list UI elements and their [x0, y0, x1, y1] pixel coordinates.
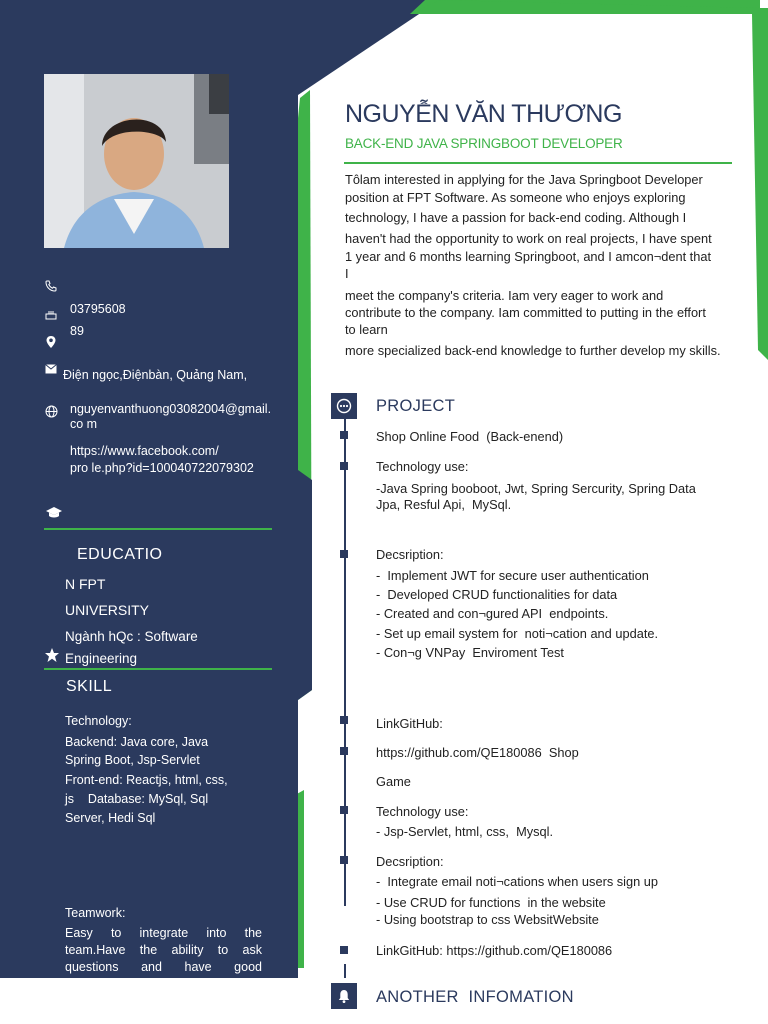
another-info-heading: ANOTHER INFOMATION	[376, 988, 574, 1006]
objective-line-1: Tôlam interested in applying for the Java Springboot Developer	[345, 172, 703, 187]
timeline-bullet	[340, 462, 348, 470]
project1-tech-line2: Jpa, Resful Api, MySql.	[376, 497, 512, 512]
timeline-bullet	[340, 550, 348, 558]
star-icon	[44, 647, 60, 663]
education-line1: N FPT	[65, 576, 106, 592]
timeline-line-bottom	[344, 964, 346, 978]
skill-frontend-line3-clip	[65, 810, 275, 825]
project1-tech-line1: -Java Spring booboot, Jwt, Spring Sercurity, Spring Data	[376, 481, 696, 496]
education-line4-clip	[65, 650, 265, 666]
graduation-cap-icon	[44, 506, 64, 520]
skill-frontend-line3: Server, Hedi Sql	[65, 811, 156, 825]
project-icon	[331, 393, 357, 419]
objective-line-6: I	[345, 266, 349, 281]
project2-desc-3: - Using bootstrap to css WebsitWebsite	[376, 912, 599, 927]
header-divider	[344, 162, 732, 164]
education-divider	[44, 528, 272, 530]
candidate-name: NGUYỄN VĂN THƯƠNG	[345, 100, 622, 128]
teamwork-line3: questions and have good	[65, 960, 262, 974]
objective-line-2: position at FPT Software. As someone who enjoys exploring	[345, 190, 686, 205]
teamwork-text	[65, 925, 262, 974]
skill-backend-line2: Spring Boot, Jsp-Servlet	[65, 753, 200, 767]
project1-desc-5: - Con¬g VNPay Enviroment Test	[376, 645, 564, 660]
project1-desc-label: Decsription:	[376, 547, 444, 562]
skill-frontend-line1: Front-end: Reactjs, html, css,	[65, 773, 228, 787]
timeline-bullet	[340, 856, 348, 864]
timeline-bullet	[340, 747, 348, 755]
candidate-role: BACK-END JAVA SPRINGBOOT DEVELOPER	[345, 136, 623, 151]
objective-line-10: more specialized back-end knowledge to further develop my skills.	[345, 343, 721, 358]
project1-desc-4: - Set up email system for noti¬cation and update.	[376, 626, 659, 641]
mail-icon	[44, 363, 58, 377]
objective-line-7: meet the company's criteria. Iam very eager to work and	[345, 288, 664, 303]
timeline-bullet	[340, 946, 348, 954]
timeline-bullet	[340, 431, 348, 439]
skill-backend-line1: Backend: Java core, Java	[65, 735, 209, 749]
project1-tech-label: Technology use:	[376, 459, 469, 474]
project2-desc-2: - Use CRUD for functions in the website	[376, 895, 606, 910]
project2-tech-label: Technology use:	[376, 804, 469, 819]
education-heading: EDUCATIO	[77, 546, 163, 563]
facebook-line2[interactable]: pro le.php?id=100040722079302	[70, 461, 254, 475]
project-heading: PROJECT	[376, 397, 456, 415]
timeline-bullet	[340, 806, 348, 814]
globe-icon	[44, 405, 58, 419]
skill-tech-label: Technology:	[65, 714, 132, 728]
phone-icon	[44, 280, 58, 294]
address-text: Điện ngọc,Điệnbàn, Quảng Nam,	[63, 368, 248, 382]
objective-line-4: haven't had the opportunity to work on real projects, I have spent	[345, 231, 712, 246]
project2-github-url[interactable]: https://github.com/QE180086 Shop	[376, 745, 579, 760]
email-line1[interactable]: nguyenvanthuong03082004@gmail.	[70, 402, 272, 416]
timeline-line	[344, 418, 346, 906]
project2-desc-1: - Integrate email noti¬cations when users sign up	[376, 874, 659, 889]
education-line2: UNIVERSITY	[65, 602, 150, 618]
email-line2[interactable]: co m	[70, 417, 98, 431]
skill-frontend-line2: js Database: MySql, Sql	[65, 792, 209, 806]
objective-line-8: contribute to the company. Iam committed to putting in the effort	[345, 305, 706, 320]
skill-divider	[44, 668, 272, 670]
profile-photo	[44, 74, 229, 248]
education-line4: Engineering	[65, 651, 138, 666]
teamwork-line1: Easy to integrate into the	[65, 926, 262, 940]
project2-title: Game	[376, 774, 411, 789]
project2-tech: - Jsp-Servlet, html, css, Mysql.	[376, 824, 554, 839]
objective-line-9: to learn	[345, 322, 388, 337]
project2-desc-label: Decsription:	[376, 854, 444, 869]
cake-icon	[44, 308, 58, 322]
objective-line-3: technology, I have a passion for back-end coding. Although I	[345, 210, 687, 225]
phone-number-line1: 03795608	[70, 302, 126, 316]
project2-github[interactable]: LinkGitHub: https://github.com/QE180086	[376, 943, 613, 958]
skill-heading: SKILL	[66, 678, 113, 695]
objective-line-5: 1 year and 6 months learning Springboot, and I amcon¬dent that	[345, 249, 712, 264]
facebook-link[interactable]	[70, 443, 285, 475]
project1-desc-2: - Developed CRUD functionalities for data	[376, 587, 618, 602]
location-pin-icon	[44, 335, 58, 349]
teamwork-label: Teamwork:	[65, 906, 126, 920]
bell-icon	[331, 983, 357, 1009]
project1-github: LinkGitHub:	[376, 716, 443, 731]
project1-desc-1: - Implement JWT for secure user authentication	[376, 568, 649, 583]
phone-number-line2: 89	[70, 324, 84, 338]
project1-title: Shop Online Food (Back-enend)	[376, 429, 564, 444]
project1-desc-3: - Created and con¬gured API endpoints.	[376, 606, 609, 621]
teamwork-line2: team.Have the ability to ask	[65, 943, 262, 957]
education-line3: Ngành hQc : Software	[65, 629, 198, 644]
facebook-line1[interactable]: https://www.facebook.com/	[70, 444, 219, 458]
timeline-bullet	[340, 716, 348, 724]
